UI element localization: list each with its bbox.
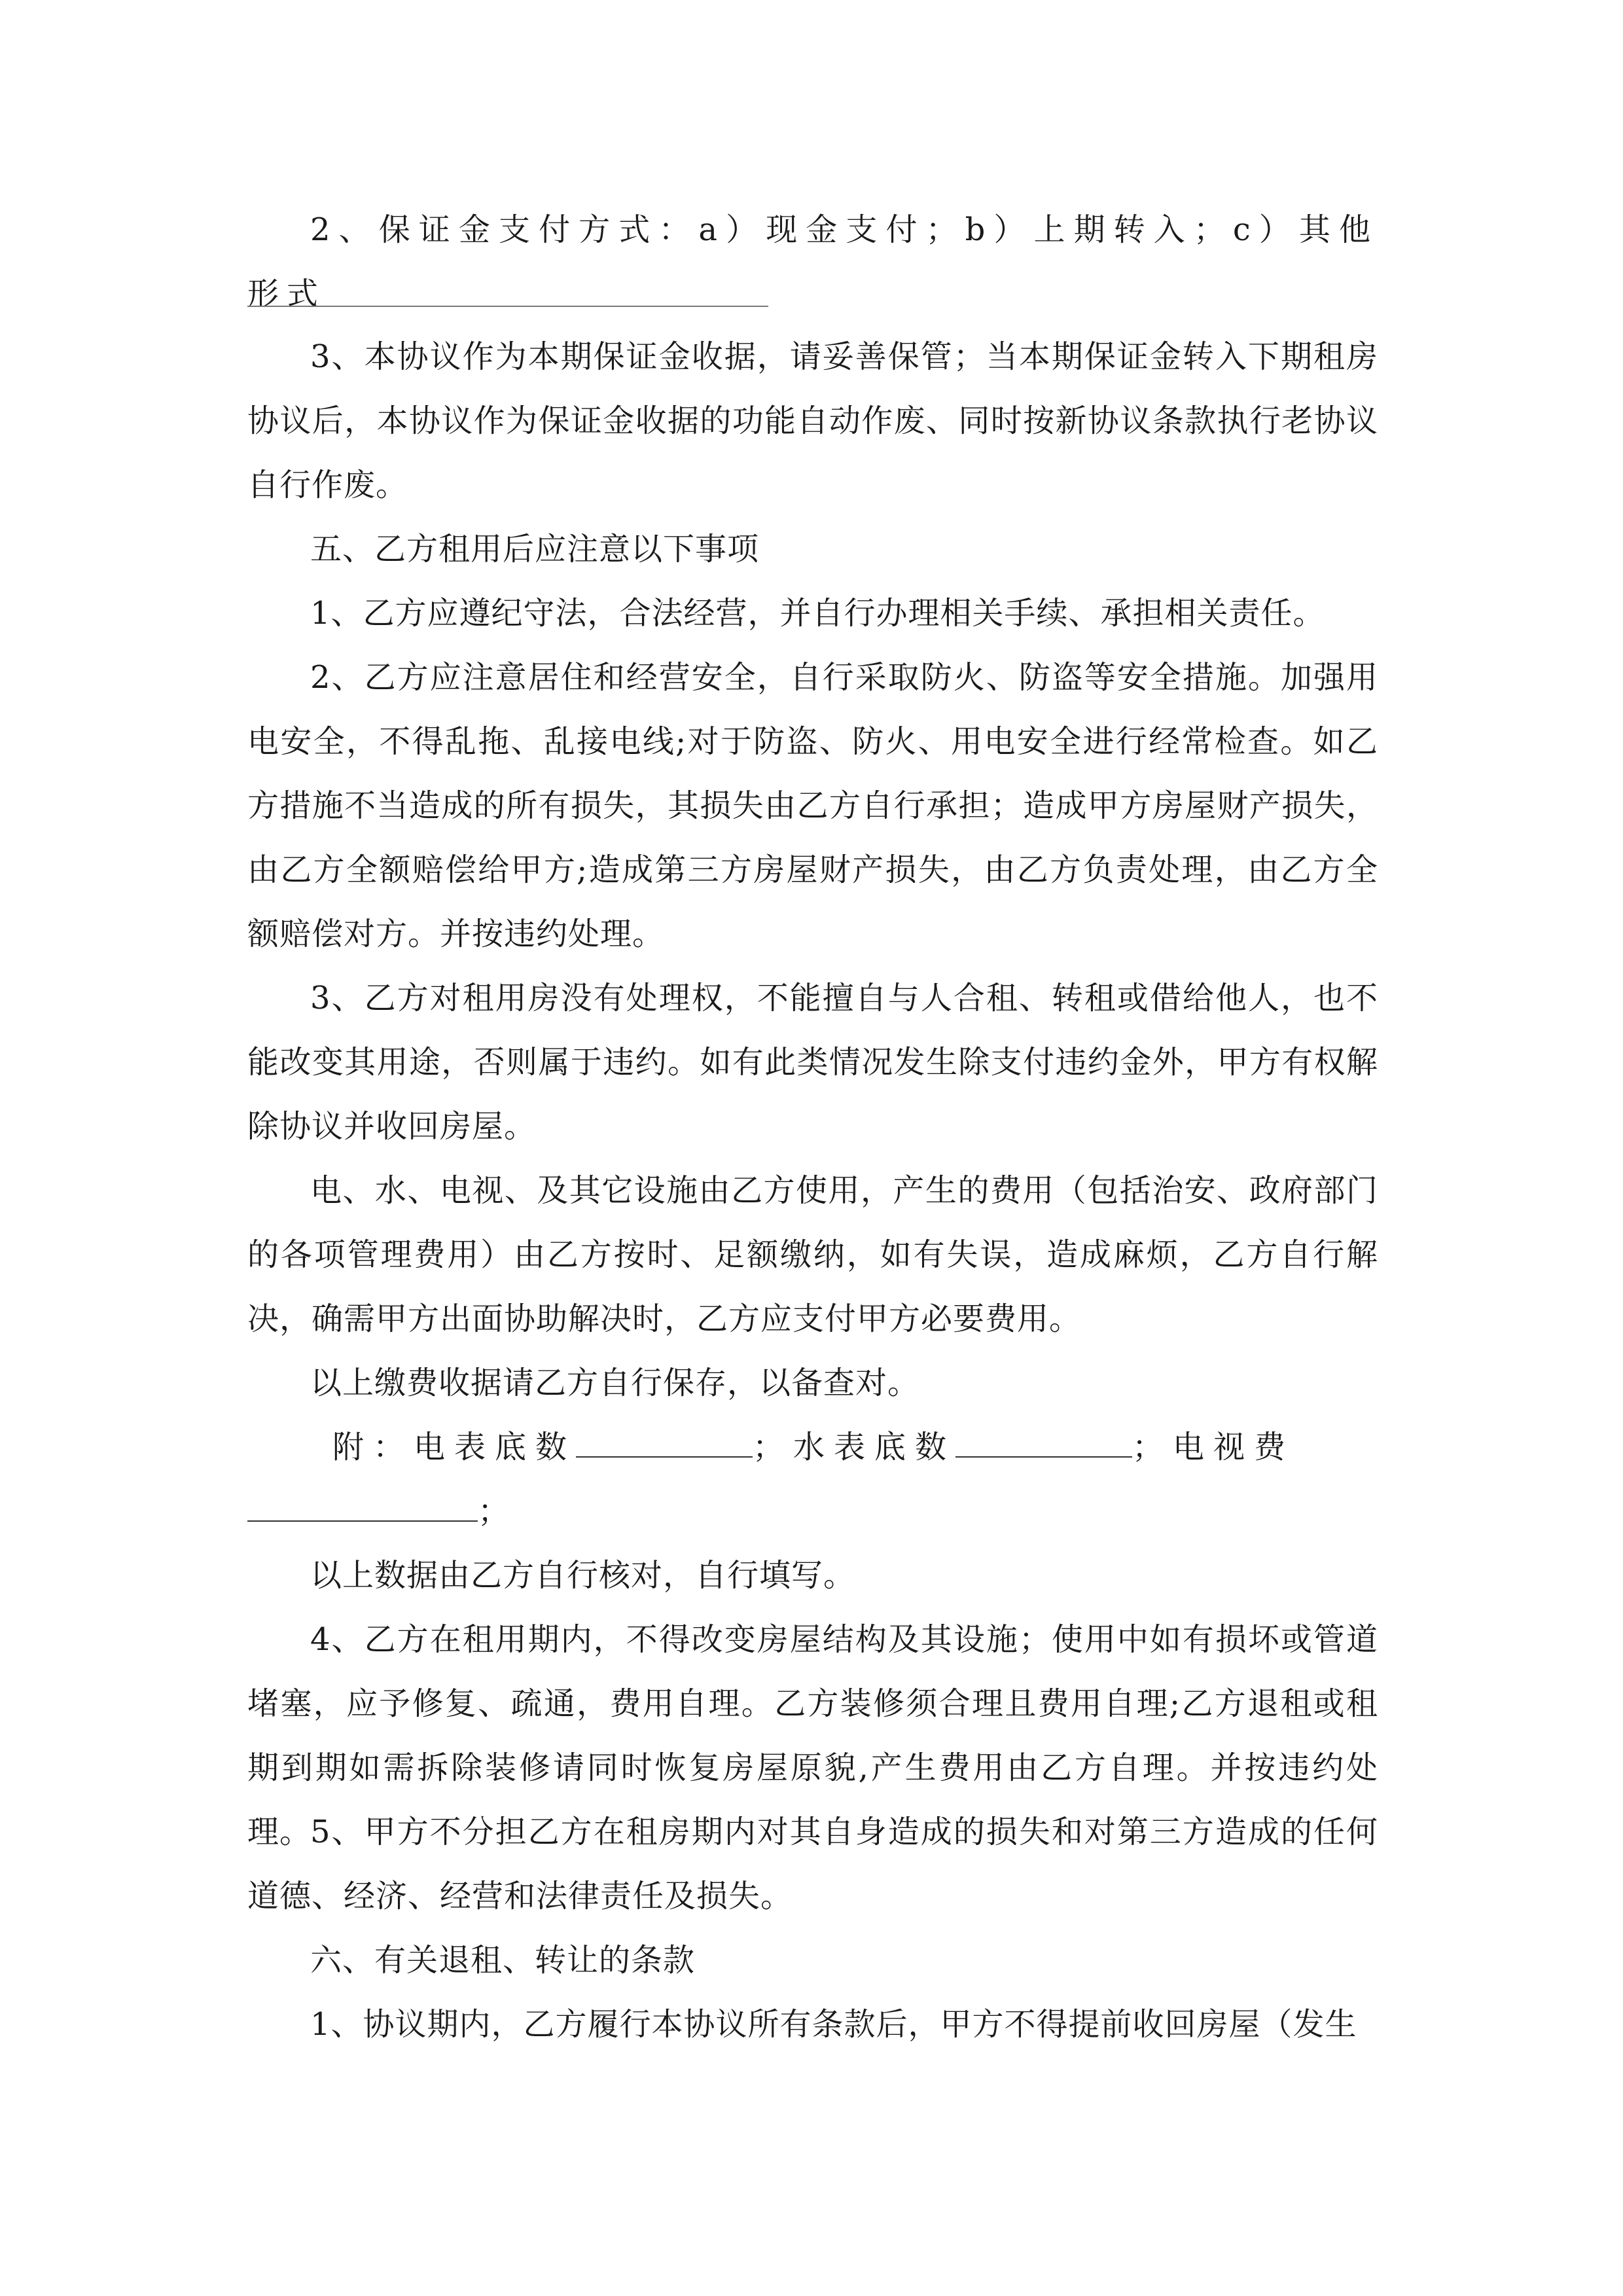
water-meter-blank[interactable] xyxy=(955,1430,1132,1458)
receipt-clause: 3、本协议作为本期保证金收据，请妥善保管；当本期保证金转入下期租房协议后，本协议作为保证金收据的功能自动作废、同时按新协议条款执行老协议自行作废。 xyxy=(247,338,1378,503)
tv-fee-end: ； xyxy=(478,1493,510,1530)
utilities-clause: 电、水、电视、及其它设施由乙方使用，产生的费用（包括治安、政府部门的各项管理费用）由乙方按时、足额缴纳，如有失误，造成麻烦，乙方自行解决，确需甲方出面协助解决时，乙方应支付甲方必要费用。 xyxy=(247,1172,1378,1337)
tv-fee-blank[interactable] xyxy=(247,1494,478,1522)
section-5-item-4: 4、乙方在租用期内，不得改变房屋结构及其设施；使用中如有损坏或管道堵塞，应予修复、疏通，费用自理。乙方装修须合理且费用自理;乙方退租或租期到期如需拆除装修请同时恢复房屋原貌,产生费用由乙方自理。并按违约处理。 xyxy=(247,1621,1378,1850)
payment-other-blank-line xyxy=(247,306,768,307)
attachment-readings xyxy=(247,1415,1378,1479)
section-5-item-1: 1、乙方应遵纪守法，合法经营，并自行办理相关手续、承担相关责任。 xyxy=(310,595,1325,632)
keep-receipts-note: 以上缴费收据请乙方自行保存，以备查对。 xyxy=(310,1365,920,1401)
payment-methods-line: 2、保证金支付方式：a）现金支付；b）上期转入；c）其他形式 xyxy=(247,211,1378,312)
self-check-note: 以上数据由乙方自行核对，自行填写。 xyxy=(310,1557,856,1594)
electric-meter-blank[interactable] xyxy=(576,1430,753,1458)
tv-fee-line xyxy=(247,1479,1378,1543)
water-meter-label: ；水表底数 xyxy=(753,1429,956,1465)
section-5-item-2: 2、乙方应注意居住和经营安全，自行采取防火、防盗等安全措施。加强用电安全，不得乱拖、乱接电线;对于防盗、防火、用电安全进行经常检查。如乙方措施不当造成的所有损失，其损失由乙方自行承担；造成甲方房屋财产损失，由乙方全额赔偿给甲方;造成第三方房屋财产损失，由乙方负责处理，由乙方全额赔偿对方。并按违约处理。 xyxy=(247,659,1378,952)
section-5-item-5: 5、甲方不分担乙方在租房期内对其自身造成的损失和对第三方造成的任何道德、经济、经营和法律责任及损失。 xyxy=(247,1814,1378,1914)
section-6-title: 六、有关退租、转让的条款 xyxy=(310,1942,696,1979)
section-6-item-1: 1、协议期内，乙方履行本协议所有条款后，甲方不得提前收回房屋（发生 xyxy=(310,2006,1357,2043)
section-5-title: 五、乙方租用后应注意以下事项 xyxy=(310,531,760,567)
section-5-item-3: 3、乙方对租用房没有处理权，不能擅自与人合租、转租或借给他人，也不能改变其用途，否则属于违约。如有此类情况发生除支付违约金外，甲方有权解除协议并收回房屋。 xyxy=(247,980,1378,1145)
electric-meter-label: 附：电表底数 xyxy=(332,1429,577,1465)
tv-fee-label: ；电视费 xyxy=(1132,1429,1295,1465)
